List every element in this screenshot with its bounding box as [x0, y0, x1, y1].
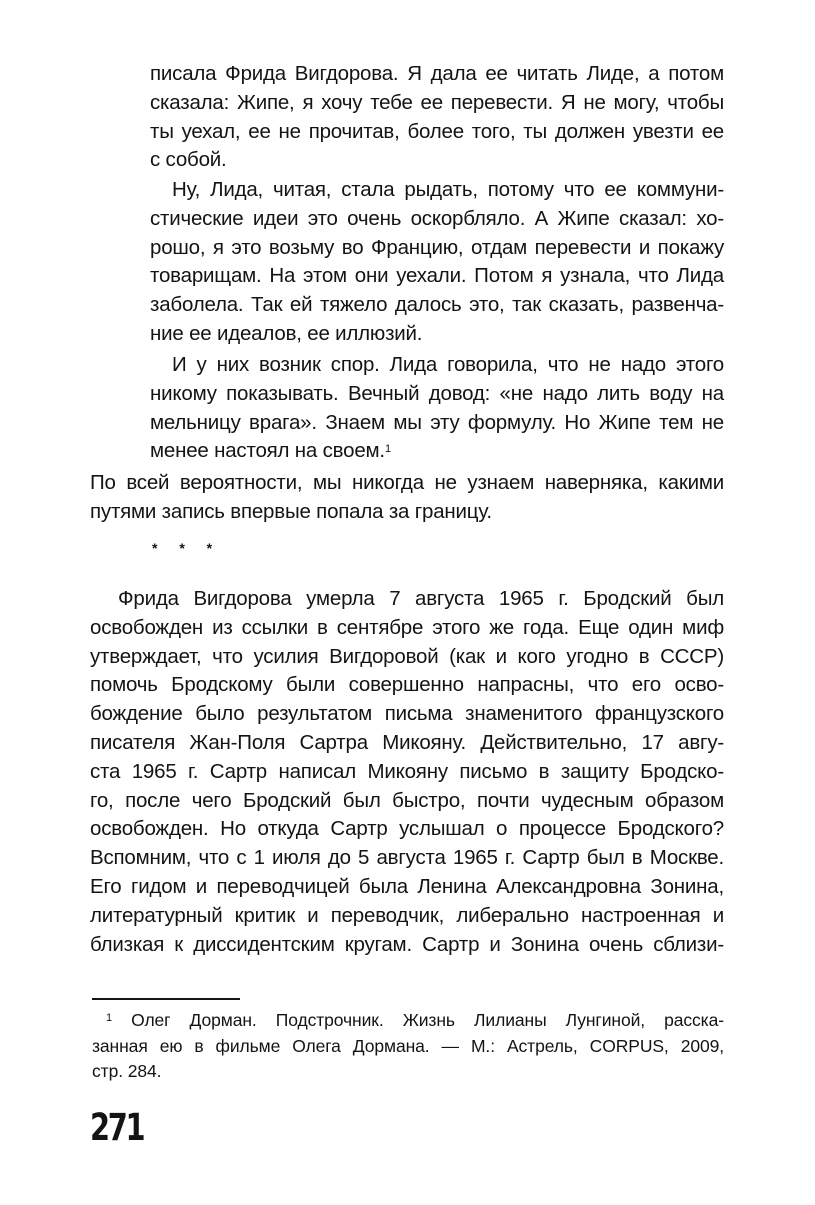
- text-line: товарищам. На этом они уехали. Потом я узнала, что Лида: [150, 264, 724, 288]
- text-line: освобожден из ссылки в сентябре этого же года. Еще один миф: [90, 615, 724, 639]
- text-line: литературный критик и переводчик, либерально настроенная и: [90, 903, 724, 927]
- text-line: ста 1965 г. Сартр написал Микояну письмо в защиту Бродско-: [90, 759, 724, 783]
- quote-paragraph-1: [150, 60, 724, 175]
- body-paragraph-2: [90, 585, 724, 959]
- section-separator: * * *: [152, 540, 222, 556]
- text-line: писателя Жан-Поля Сартра Микояну. Действительно, 17 авгу-: [90, 730, 724, 754]
- text-line: сказала: Жипе, я хочу тебе ее перевести. Я не могу, чтобы: [150, 90, 724, 114]
- text-line: [150, 437, 724, 466]
- text-line: мельницу врага». Знаем мы эту формулу. Но Жипе тем не: [150, 410, 724, 434]
- text-line: утверждает, что усилия Вигдоровой (как и кого угодно в СССР): [90, 644, 724, 668]
- quote-paragraph-3: [150, 351, 724, 466]
- footnote-reference[interactable]: 1: [384, 443, 391, 456]
- body-paragraph-1: [90, 469, 724, 527]
- text-line-content: Олег Дорман. Подстрочник. Жизнь Лилианы Лунгиной, расска-: [131, 1010, 724, 1030]
- text-line: рошо, я это возьму во Францию, отдам перевести и покажу: [150, 235, 724, 259]
- text-line-content: менее настоял на своем.: [150, 439, 385, 463]
- text-line: [92, 1008, 724, 1034]
- text-line: заболела. Так ей тяжело далось это, так сказать, развенча-: [150, 293, 724, 317]
- text-line: никому показывать. Вечный довод: «не надо лить воду на: [150, 381, 724, 405]
- text-line: с собой.: [150, 148, 227, 172]
- text-line: занная ею в фильме Олега Дормана. — М.: Астрель, CORPUS, 2009,: [92, 1035, 724, 1056]
- text-line: ты уехал, ее не прочитав, более того, ты должен увезти ее: [150, 119, 724, 143]
- footnote: [92, 1008, 724, 1085]
- text-line: Фрида Вигдорова умерла 7 августа 1965 г. Бродский был: [118, 587, 724, 610]
- text-line: писала Фрида Вигдорова. Я дала ее читать Лиде, а потом: [150, 62, 724, 85]
- text-line: По всей вероятности, мы никогда не узнаем наверняка, какими: [90, 471, 724, 494]
- text-line: го, после чего Бродский был быстро, почти чудесным образом: [90, 788, 724, 812]
- text-line: Ну, Лида, читая, стала рыдать, потому что ее коммуни-: [172, 178, 724, 201]
- text-line: освобожден. Но откуда Сартр услышал о процессе Бродского?: [90, 817, 724, 841]
- text-line: Вспомним, что с 1 июля до 5 августа 1965 г. Сартр был в Москве.: [90, 846, 724, 870]
- text-line: путями запись впервые попала за границу.: [90, 499, 492, 523]
- text-line: И у них возник спор. Лида говорила, что не надо этого: [172, 353, 724, 376]
- page-number: 271: [90, 1106, 144, 1149]
- text-line: бождение было результатом письма знаменитого французского: [90, 702, 724, 726]
- text-line: стические идеи это очень оскорбляло. А Жипе сказал: хо-: [150, 206, 724, 230]
- footnote-marker: 1: [106, 1012, 113, 1024]
- footnote-divider: [92, 998, 240, 1000]
- text-line: ние ее идеалов, ее иллюзий.: [150, 321, 423, 345]
- text-line: Его гидом и переводчицей была Ленина Александровна Зонина,: [90, 874, 724, 898]
- text-line: близкая к диссидентским кругам. Сартр и Зонина очень сблизи-: [90, 932, 724, 956]
- text-line: стр. 284.: [92, 1061, 162, 1081]
- text-line: помочь Бродскому были совершенно напрасны, что его осво-: [90, 673, 724, 697]
- quote-paragraph-2: [150, 176, 724, 349]
